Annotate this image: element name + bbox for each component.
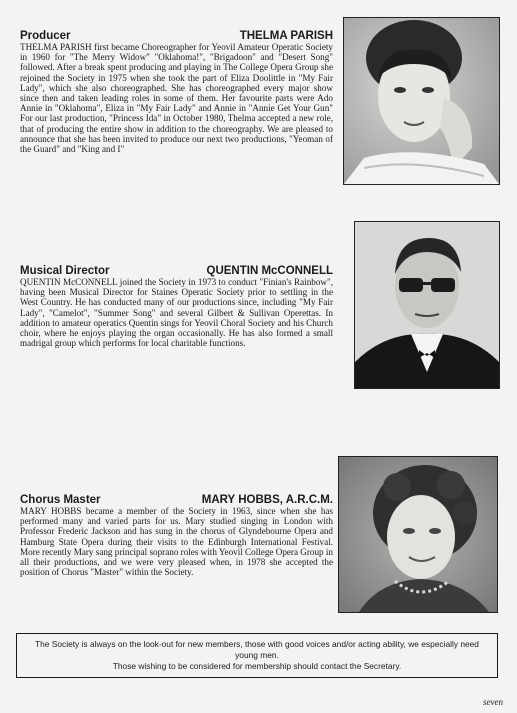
chorus-master-section (20, 494, 333, 577)
section-heading (20, 494, 333, 506)
person-name: QUENTIN McCONNELL (206, 265, 333, 277)
person-name: THELMA PARISH (239, 30, 333, 42)
producer-section (20, 30, 333, 154)
portrait-man-icon (354, 221, 500, 389)
role-title: Chorus Master (20, 494, 101, 506)
role-title: Producer (20, 30, 71, 42)
biography-text: THELMA PARISH first became Choreographer for Yeovil Amateur Operatic Society in 1960 for "The Merry Widow" "Oklahoma!", "Brigadoon" and "Desert Song" followed. After a break spent producing and playing in The College Opera Group she rejoined the Society in 1975 when she took the part of Eliza Doolittle in "My Fair Lady", which she also choreographed. She has choreographed every major show since then and taken leading roles in some of them. Her favourite parts were Ado Annie in "Oklahoma", Eliza in "My Fair Lady" and Annie in "Annie Get Your Gun" For our last production, "Princess Ida" in October 1980, Thelma accepted a new role, that of producing the entire show in addition to the choreography. We are pleased to announce that she has been invited to produce our next two productions, "Yeoman of the Guard" and "King and I" (20, 42, 333, 155)
membership-notice (16, 633, 498, 678)
role-title: Musical Director (20, 265, 110, 277)
portrait-woman-icon (338, 456, 498, 613)
section-heading (20, 265, 333, 277)
photo-graphic (339, 457, 497, 612)
page-number: seven (483, 697, 503, 707)
notice-line-1: The Society is always on the look-out for new members, those with good voices and/or acting ability, we especially need young men. (35, 639, 479, 661)
photo-graphic (355, 222, 499, 388)
notice-line-2: Those wishing to be considered for membership should contact the Secretary. (112, 661, 402, 672)
portrait-woman-icon (343, 17, 500, 185)
biography-text: QUENTIN McCONNELL joined the Society in 1973 to conduct "Finian's Rainbow", having been Musical Director for Staines Operatic Society prior to settling in the West Country. He has conducted many of our productions since, including "My Fair Lady", "Camelot", "Summer Song" and several Gilbert & Sullivan Operettas. In addition to amateur operatics Quentin sings for Yeovil Choral Society and his Church choir, where he enjoys playing the organ occasionally. He has also formed a small madrigal group which performs for local charitable functions. (20, 277, 333, 349)
photo-graphic (344, 18, 499, 184)
musical-director-section (20, 265, 333, 348)
biography-text: MARY HOBBS became a member of the Society in 1963, since when she has performed many and varied parts for us. Mary studied singing in London with Professor Frederic Jackson and has sung in the chorus of Glyndebourne Opera and Hamburg State Opera during their visits to the Edinburgh International Festival. More recently Mary sang principal soprano roles with Yeovil College Opera Group in all their productions, and we were very pleased when, in 1978 she accepted the position of Chorus "Master" within the Society. (20, 506, 333, 578)
person-name: MARY HOBBS, A.R.C.M. (201, 494, 333, 506)
section-heading (20, 30, 333, 42)
